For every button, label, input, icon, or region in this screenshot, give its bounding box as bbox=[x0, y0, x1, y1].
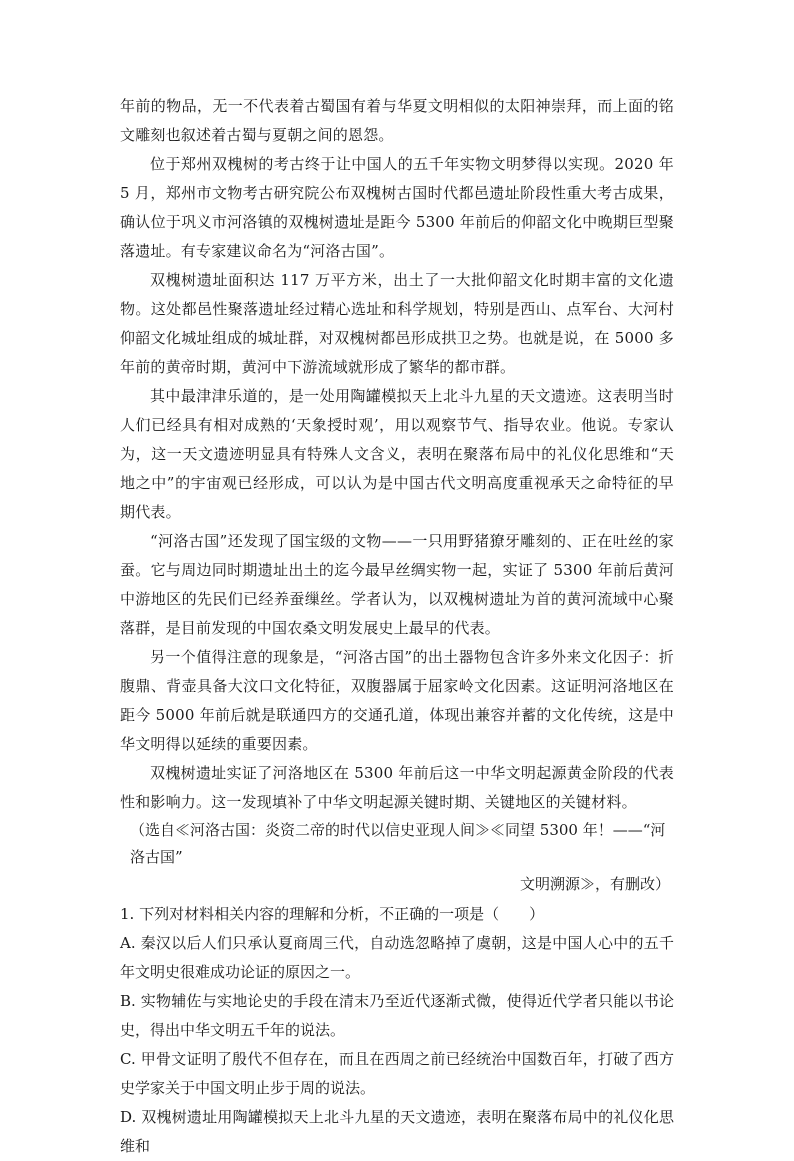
paragraph-astronomy: 其中最津津乐道的，是一处用陶罐模拟天上北斗九星的天文遗迹。这表明当时人们已经具有相对成熟的‘天象授时观’，用以观察节气、指导农业。他说。专家认为，这一天文遗迹明显具有特殊人文含义，表明在聚落布局中的礼仪化思维和“天地之中”的宇宙观已经形成，可以认为是中国古代文明高度重视承天之命特征的早期代表。 bbox=[120, 387, 674, 521]
question-option-b: B. 实物辅佐与实地论史的手段在清末乃至近代逐渐式微，使得近代学者只能以书论史，得出中华文明五千年的说法。 bbox=[120, 992, 674, 1039]
source-citation-line-1: （选自≪河洛古国：炎资二帝的时代以信史亚现人间≫≪同望 5300 年！——“河洛古国” bbox=[130, 821, 666, 866]
paragraph-conclusion: 双槐树遗址实证了河洛地区在 5300 年前后这一中华文明起源黄金阶段的代表性和影响力。这一发现填补了中华文明起源关键时期、关键地区的关键材料。 bbox=[120, 764, 674, 811]
source-citation-line-2: 文明溯源≫，有删改） bbox=[519, 875, 670, 893]
question-option-a: A. 秦汉以后人们只承认夏商周三代，自动选忽略掉了虞朝，这是中国人心中的五千年文明史很难成功论证的原因之一。 bbox=[120, 934, 674, 981]
question-stem: 1. 下列对材料相关内容的理解和分析，不正确的一项是（ ） bbox=[120, 905, 545, 923]
paragraph-silkworm: “河洛古国”还发现了国宝级的文物——一只用野猪獠牙雕刻的、正在吐丝的家蚕。它与周边同时期遗址出土的迄今最早丝绸实物一起，实证了 5300 年前后黄河中游地区的先民们已经养蚕缫丝。学者认为，以双槐树遗址为首的黄河流域中心聚落群，是目前发现的中国农桑文明发展史上最早的代表。 bbox=[120, 532, 674, 637]
paragraph-foreign-culture: 另一个值得注意的现象是，“河洛古国”的出土器物包含许多外来文化因子：折腹鼎、背壶具备大汶口文化特征，双腹器属于屈家岭文化因素。这证明河洛地区在距今 5000 年前后就是联通四方的交通孔道，体现出兼容并蓄的文化传统，这是中华文明得以延续的重要因素。 bbox=[120, 648, 674, 753]
document-page bbox=[120, 92, 674, 1161]
question-option-d: D. 双槐树遗址用陶罐模拟天上北斗九星的天文遗迹，表明在聚落布局中的礼仪化思维和 bbox=[120, 1108, 674, 1155]
paragraph-site-area: 双槐树遗址面积达 117 万平方米，出土了一大批仰韶文化时期丰富的文化遗物。这处都邑性聚落遗址经过精心选址和科学规划，特别是西山、点军台、大河村仰韶文化城址组成的城址群，对双槐树都邑形成拱卫之势。也就是说，在 5000 多年前的黄帝时期，黄河中下游流域就形成了繁华的都市群。 bbox=[120, 271, 674, 376]
question-option-c: C. 甲骨文证明了殷代不但存在，而且在西周之前已经统治中国数百年，打破了西方史学家关于中国文明止步于周的说法。 bbox=[120, 1050, 674, 1097]
paragraph-shuanghuaishu-intro: 位于郑州双槐树的考古终于让中国人的五千年实物文明梦得以实现。2020 年 5 月，郑州市文物考古研究院公布双槐树古国时代都邑遗址阶段性重大考古成果，确认位于巩义市河洛镇的双槐树遗址是距今 5300 年前后的仰韶文化中晚期巨型聚落遗址。有专家建议命名为“河洛古国”。 bbox=[120, 155, 674, 260]
paragraph-continuation: 年前的物品，无一不代表着古蜀国有着与华夏文明相似的太阳神崇拜，而上面的铭文雕刻也叙述着古蜀与夏朝之间的恩怨。 bbox=[120, 97, 674, 144]
source-citation bbox=[120, 817, 674, 898]
